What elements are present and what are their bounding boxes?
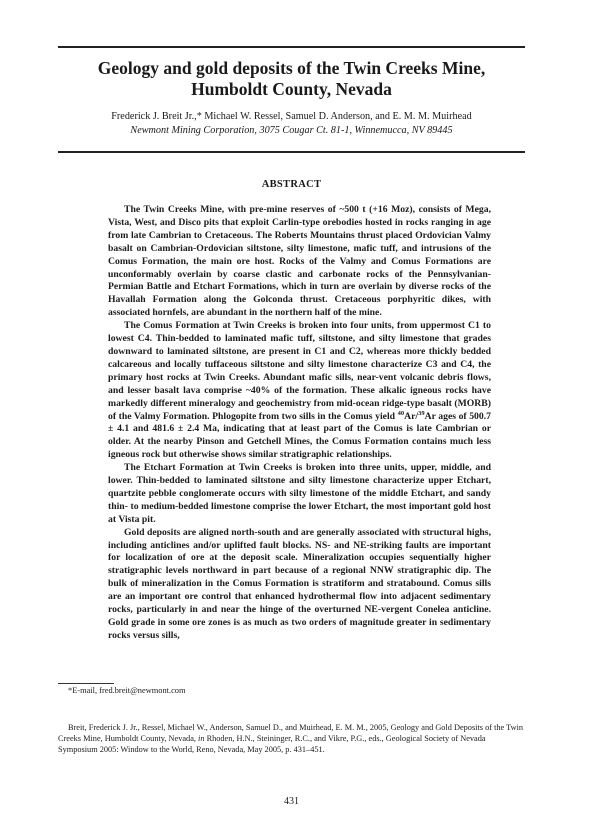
isotope-40-superscript: 40: [397, 409, 405, 417]
author-list: Frederick J. Breit Jr.,* Michael W. Ressel, Samuel D. Anderson, and E. M. M. Muirhead: [111, 111, 472, 122]
citation-in: in: [198, 734, 205, 743]
abstract-paragraph-2: [108, 320, 491, 462]
isotope-39-superscript: 39: [418, 409, 425, 417]
abstract-paragraph-4: Gold deposits are aligned north-south and are generally associated with structural highs, including anticlines and/or uplifted fault blocks. NS- and NE-striking faults are important for localization of ore at the deposit scale. Mineralization occupies sequentially higher stratigraphic levels northward in part because of a regional NNW stratigraphic dip. The bulk of mineralization in the Comus Formation is stratiform and stratabound. Comus sills are an important ore control that enhanced hydrothermal flow into adjacent sedimentary rocks, particularly in and near the hinge of the overturned NE-vergent Conelea anticline. Gold grade in some ore zones is as much as two orders of magnitude greater in sedimentary rocks versus sills,: [108, 526, 491, 641]
footnote-rule: [58, 683, 114, 684]
page-number: 431: [284, 796, 299, 807]
footnote-email: *E-mail, fred.breit@newmont.com: [68, 686, 186, 695]
header-rule: [58, 151, 525, 153]
paragraph-2-text-a: The Comus Formation at Twin Creeks is broken into four units, from uppermost C1 to lowest C4. Thin-bedded to laminated mafic tuff, siltstone, and silty limestone that grades downward to laminated siltstone, are present in C1 and C2, whereas more thickly bedded calcareous and locally tuffaceous siltstone and silty limestone characterize C3 and C4, the primary host rocks at Twin Creeks. Abundant mafic sills, near-vent volcanic debris flows, and lesser basalt lava comprise ~40% of the formation. These alkalic igneous rocks have markedly different mineralogy and geochemistry from mid-ocean ridge-type basalt (MORB) of the Valmy Formation. Phlogopite from two sills in the Comus yield: [108, 320, 491, 422]
abstract-paragraph-1: The Twin Creeks Mine, with pre-mine reserves of ~500 t (+16 Moz), consists of Mega, Vista, West, and Disco pits that exploit Carlin-type orebodies hosted in rocks ranging in age from late Cambrian to Cretaceous. The Roberts Mountains thrust placed Ordovician Valmy basalt on Cambrian-Ordovician siltstone, silty limestone, mafic tuff, and intrusions of the Comus Formation, the main ore host. Rocks of the Valmy and Comus Formations are unconformably overlain by coarse clastic and carbonate rocks of the Pennsylvanian-Permian Battle and Etchart Formations, which in turn are overlain by diverse rocks of the Havallah Formation along the Golconda thrust. Cretaceous porphyritic dikes, with associated hornfels, are abundant in the northern half of the mine.: [108, 204, 491, 319]
title-line-2: Humboldt County, Nevada: [191, 79, 392, 99]
top-rule: [58, 46, 525, 48]
citation-text-a: Breit, Frederick J. Jr., Ressel, Michael W., Anderson, Samuel D., and Muirhead, E. M. M., 2005, Geology and Gold Deposits of the Twin Creeks Mine, Humboldt County, Nevada,: [58, 723, 524, 743]
citation-text-b: Rhoden, H.N., Steininger, R.C., and Vikre, P.G., eds., Geological Society of Nevada Symposium 2005: Window to the World, Reno, Nevada, May 2005, p. 431–451.: [58, 734, 486, 754]
paper-title: [58, 58, 525, 100]
argon-symbol: Ar/: [404, 410, 419, 422]
paragraph-2-text-b: Ar ages of 500.7 ± 4.1 and 481.6 ± 2.4 Ma, indicating that at least part of the Comus is late Cambrian or older. At the nearby Pinson and Getchell Mines, the Comus Formation contains much less igneous rock but otherwise shows similar stratigraphic relationships.: [108, 410, 491, 461]
abstract-heading: ABSTRACT: [261, 179, 322, 190]
abstract-paragraph-3: The Etchart Formation at Twin Creeks is broken into three units, upper, middle, and lower. Thin-bedded to laminated siltstone and silty limestone characterize upper Etchart, quartzite pebble conglomerate occurs with silty limestone of the middle Etchart, and sandy thin- to medium-bedded limestone comprise the lower Etchart, the most important gold host at Vista pit.: [108, 462, 491, 525]
author-affiliation: Newmont Mining Corporation, 3075 Cougar Ct. 81-1, Winnemucca, NV 89445: [130, 125, 453, 136]
citation-block: [58, 722, 525, 755]
title-line-1: Geology and gold deposits of the Twin Creeks Mine,: [97, 58, 486, 78]
abstract-body: [108, 204, 491, 643]
